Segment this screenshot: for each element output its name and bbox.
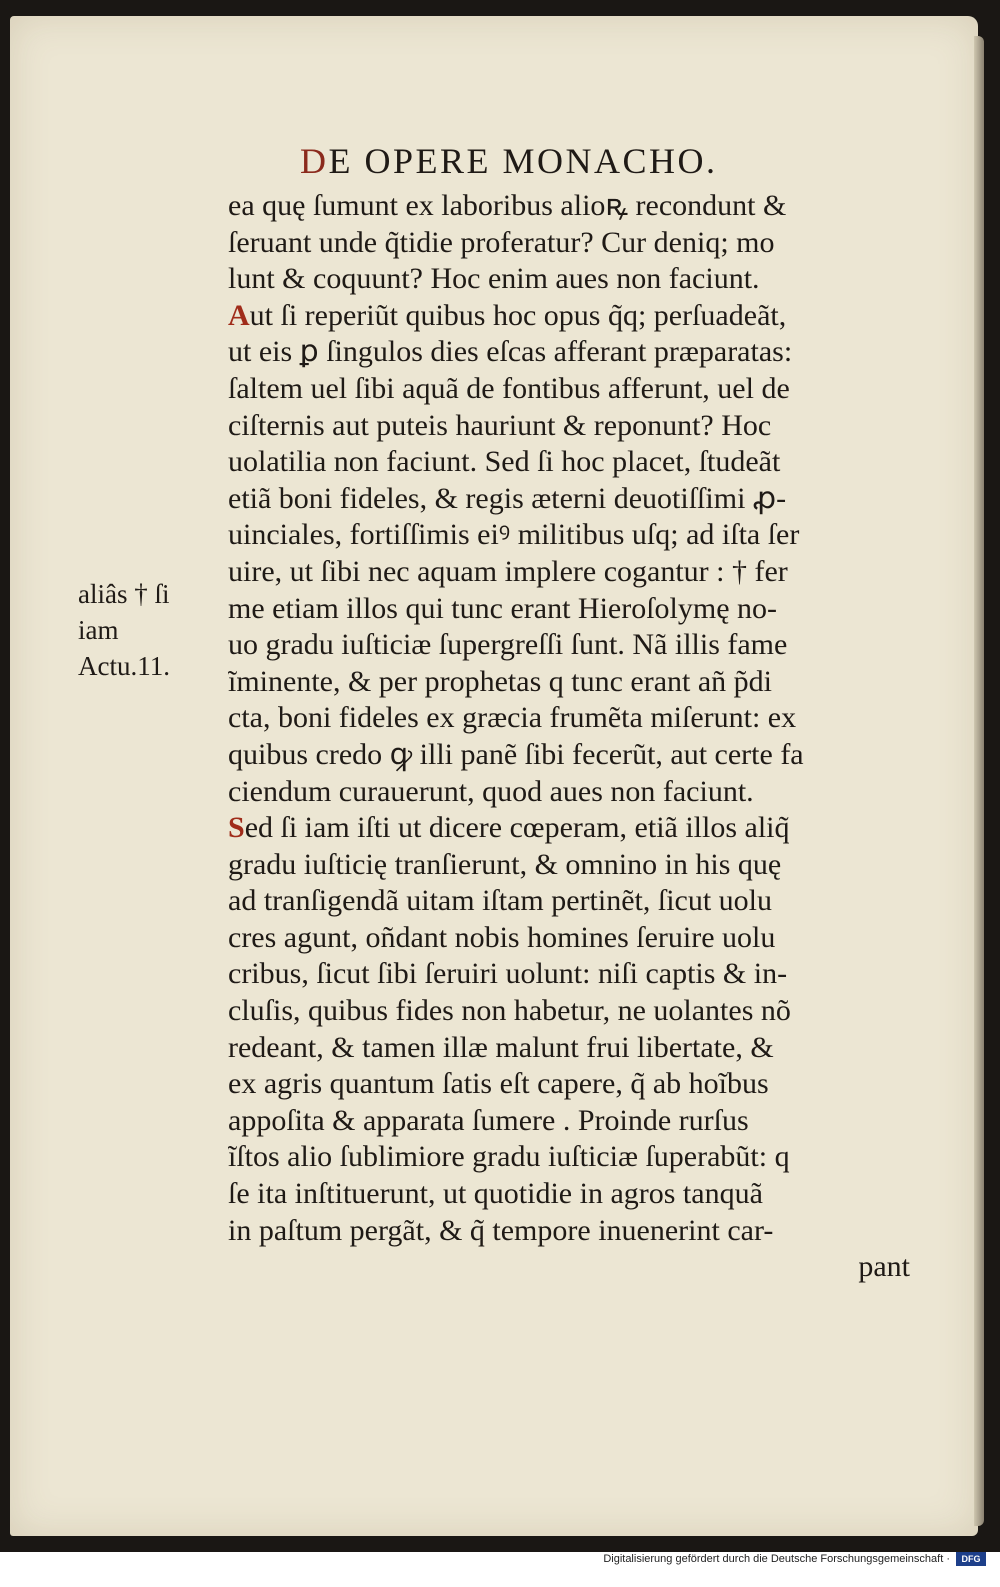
line-text: ut ſi reperiũt quibus hoc opus q̃q; perſuadeãt, [249,298,787,332]
line-text: lunt & coquunt? Hoc enim aues non faciunt. [228,262,760,296]
line-text: ſe ita inſtituerunt, ut quotidie in agros tanquã [228,1177,763,1211]
margin-note [78,576,218,684]
line-text: ciendum curauerunt, quod aues non faciunt. [228,774,754,808]
body-text [228,188,918,1286]
rubricated-initial: S [228,811,245,845]
line-text: ad tranſigendã uitam iſtam pertinẽt, ſicut uolu [228,884,773,918]
text-line [228,700,918,737]
page-edge [974,36,984,1526]
text-line [228,737,918,774]
running-head-initial: D [300,141,329,181]
line-text: me etiam illos qui tunc erant Hieroſolymę no- [228,591,778,625]
line-text: ut eis ꝑ ſingulos dies eſcas afferant præparatas: [228,335,793,369]
text-line [228,554,918,591]
text-line [228,627,918,664]
line-text: uire, ut ſibi nec aquam implere cogantur : † fer [228,554,788,588]
text-line [228,993,918,1030]
footer-bar [0,1552,1000,1587]
line-text: appoſita & apparata ſumere . Proinde rurſus [228,1103,749,1137]
text-line [228,1103,918,1140]
running-head [300,140,860,182]
text-line [228,664,918,701]
line-text: redeant, & tamen illæ malunt frui libertate, & [228,1030,774,1064]
text-line [228,408,918,445]
line-text: cluſis, quibus fides non habetur, ne uolantes nõ [228,994,791,1028]
margin-note-line: Actu.11. [78,651,170,681]
line-text: ea quę ſumunt ex laboribus alioꝶ recondunt & [228,189,787,222]
line-text: ſaltem uel ſibi aquã de fontibus afferunt, uel de [228,371,790,405]
line-text: etiã boni fideles, & regis æterni deuotiſſimi ꝓ- [228,481,787,515]
line-text: ſeruant unde q̃tidie proferatur? Cur deniq; mo [228,225,775,259]
text-line [228,1139,918,1176]
text-line [228,225,918,262]
text-line [228,774,918,811]
text-line [228,956,918,993]
text-line [228,371,918,408]
text-line [228,920,918,957]
text-line [228,1066,918,1103]
line-text: ĩminente, & per prophetas q tunc erant añ p̃di [228,664,772,698]
text-line [228,847,918,884]
text-line [228,298,918,335]
line-text: gradu iuſticię tranſierunt, & omnino in his quę [228,847,782,881]
margin-note-line: aliâs † ſi [78,579,170,609]
line-text: cres agunt, oñdant nobis homines ſeruire uolu [228,920,776,954]
dfg-logo: DFG [956,1552,986,1566]
text-line [228,444,918,481]
text-line [228,810,918,847]
text-line [228,481,918,518]
funding-credit: Digitalisierung gefördert durch die Deutsche Forschungsgemeinschaft · [603,1553,950,1565]
catchword: pant [858,1250,910,1284]
line-text: quibus credo ꝙ illi panẽ ſibi fecerũt, aut certe fa [228,737,804,771]
text-line [228,1176,918,1213]
running-head-text: E OPERE MONACHO. [328,141,718,181]
margin-note-line: iam [78,615,119,645]
line-text: cribus, ſicut ſibi ſeruiri uolunt: niſi captis & in- [228,957,788,991]
line-text: ĩſtos alio ſublimiore gradu iuſticiæ ſuperabũt: q [228,1140,790,1174]
line-text: ed ſi iam iſti ut dicere cœperam, etiã illos aliq̃ [244,811,790,845]
text-line [228,517,918,554]
text-line [228,261,918,298]
text-line [228,591,918,628]
text-line [228,1030,918,1067]
rubricated-initial: A [228,298,250,332]
line-text: cta, boni fideles ex græcia frumẽta miſerunt: ex [228,701,797,735]
text-line [228,1213,918,1250]
line-text: ciſternis aut puteis hauriunt & reponunt? Hoc [228,408,772,442]
line-text: ex agris quantum ſatis eſt capere, q̃ ab hoĩbus [228,1067,769,1101]
text-line [228,883,918,920]
line-text: in paſtum pergãt, & q̃ tempore inuenerint car- [228,1213,774,1247]
line-text: uolatilia non faciunt. Sed ſi hoc placet, ſtudeãt [228,445,781,479]
text-line [228,188,918,225]
line-text: uo gradu iuſticiæ ſupergreſſi ſunt. Nã illis fame [228,628,788,662]
text-line [228,334,918,371]
line-text: uinciales, fortiſſimis eiꝰ militibus uſq; ad iſta ſer [228,518,800,552]
